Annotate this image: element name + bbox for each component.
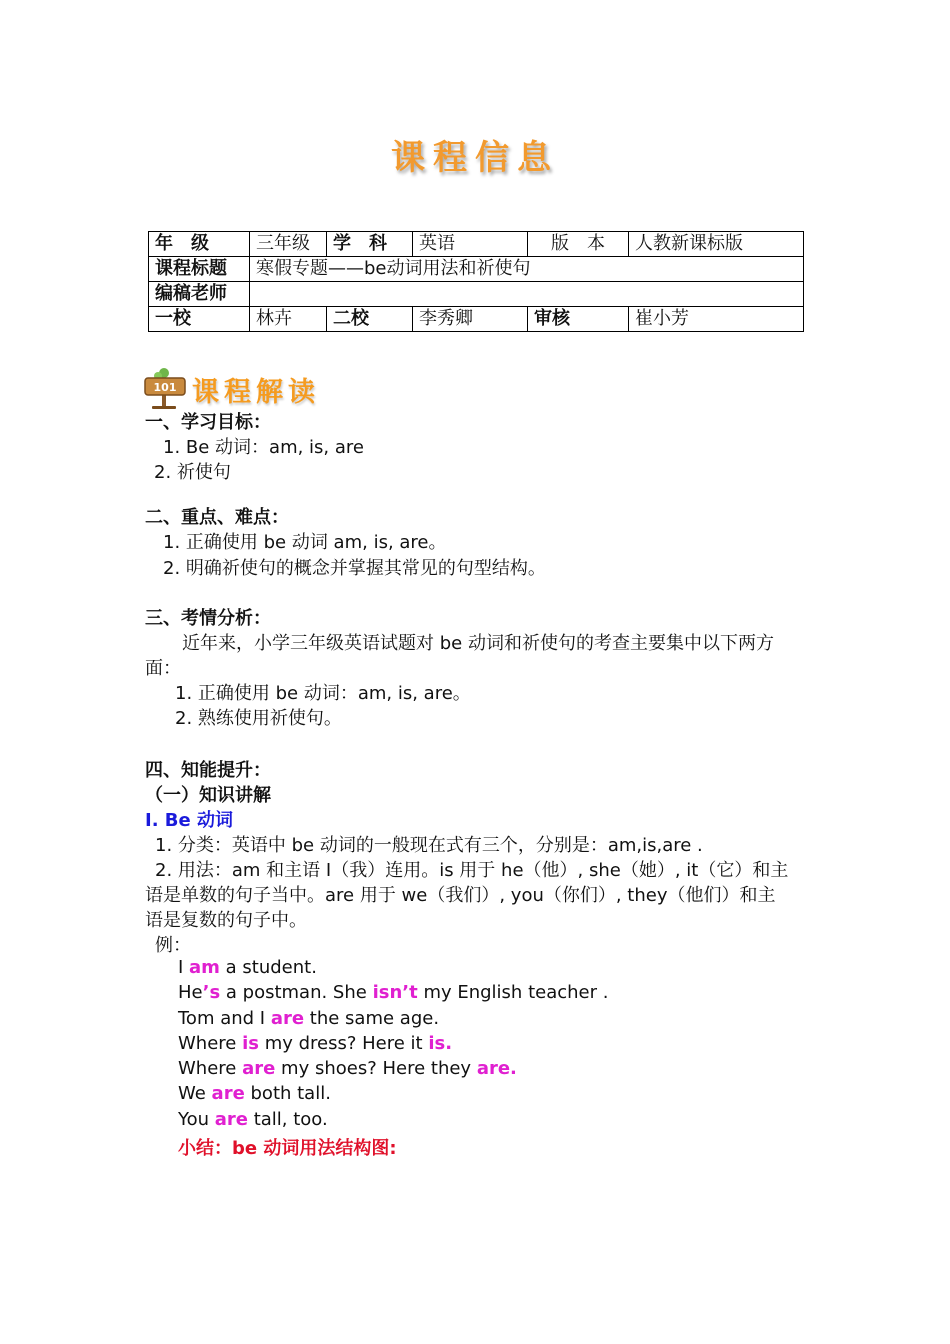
- be-verb: ’s: [202, 982, 221, 1003]
- summary-heading: 小结：be 动词用法结构图:: [178, 1138, 397, 1159]
- school1-value: 林卉: [250, 307, 327, 332]
- be-verb: is.: [428, 1033, 453, 1054]
- school2-label: 二校: [327, 307, 413, 332]
- list-item: 1. 正确使用 be 动词：am, is, are。: [175, 683, 471, 704]
- list-item: 1. Be 动词：am, is, are: [163, 437, 364, 458]
- example-sentence: [178, 1008, 439, 1029]
- signpost-badge: 101: [153, 381, 177, 394]
- grade-label: 年 级: [149, 232, 250, 257]
- page-title: 课程信息: [391, 138, 559, 178]
- example-sentence: [178, 1033, 452, 1054]
- edition-value: 人教新课标版: [629, 232, 804, 257]
- list-item: 2. 明确祈使句的概念并掌握其常见的句型结构。: [163, 558, 546, 579]
- sentence-text: Tom and I: [178, 1008, 271, 1029]
- course-title-label: 课程标题: [149, 257, 250, 282]
- sentence-text: You: [178, 1109, 215, 1130]
- school2-value: 李秀卿: [413, 307, 528, 332]
- review-label: 审核: [528, 307, 629, 332]
- paragraph-line: 语是单数的句子当中。are 用于 we（我们）, you（你们）, they（他们）和主: [145, 885, 776, 906]
- section-heading-2: 二、重点、难点：: [145, 507, 289, 528]
- be-verb: are.: [476, 1058, 517, 1079]
- paragraph-line: 语是复数的句子中。: [145, 910, 307, 931]
- sentence-text: my English teacher .: [417, 982, 609, 1003]
- sentence-text: He: [178, 982, 203, 1003]
- review-value: 崔小芳: [629, 307, 804, 332]
- example-sentence: [178, 1058, 517, 1079]
- be-verb: am: [189, 957, 220, 978]
- sentence-text: Where: [178, 1058, 243, 1079]
- list-item: 2. 祈使句: [154, 462, 231, 483]
- banner-title: 课程解读: [192, 377, 320, 408]
- list-item: 2. 熟练使用祈使句。: [175, 708, 342, 729]
- sentence-text: tall, too.: [247, 1109, 328, 1130]
- be-verb: are: [211, 1083, 245, 1104]
- example-sentence: [178, 982, 608, 1003]
- example-sentence: [178, 1083, 331, 1104]
- sentence-text: my shoes? Here they: [275, 1058, 477, 1079]
- be-verb: are: [242, 1058, 276, 1079]
- table-row: [149, 307, 804, 332]
- paragraph-line: 面：: [145, 658, 181, 679]
- table-row: [149, 282, 804, 307]
- signpost-icon: [142, 366, 192, 410]
- list-item: 1. 正确使用 be 动词 am, is, are。: [163, 532, 447, 553]
- section-heading-3: 三、考情分析：: [145, 608, 271, 629]
- sentence-text: my dress? Here it: [258, 1033, 429, 1054]
- editor-value: [250, 282, 804, 307]
- be-verb: are: [270, 1008, 305, 1029]
- be-verb: isn’t: [372, 982, 418, 1003]
- paragraph-line: 近年来，小学三年级英语试题对 be 动词和祈使句的考查主要集中以下两方: [182, 633, 774, 654]
- sentence-text: I: [178, 957, 190, 978]
- be-verb-heading: I. Be 动词: [145, 810, 233, 831]
- example-sentence: [178, 1109, 328, 1130]
- table-row: [149, 257, 804, 282]
- example-label: 例：: [155, 935, 191, 956]
- sentence-text: We: [178, 1083, 212, 1104]
- sentence-text: both tall.: [244, 1083, 331, 1104]
- grade-value: 三年级: [250, 232, 327, 257]
- school1-label: 一校: [149, 307, 250, 332]
- be-verb: are: [214, 1109, 248, 1130]
- course-title-value: 寒假专题——be动词用法和祈使句: [250, 257, 804, 282]
- sentence-text: the same age.: [304, 1008, 440, 1029]
- subject-label: 学 科: [327, 232, 413, 257]
- subsection-heading: （一）知识讲解: [145, 785, 271, 806]
- section-heading-4: 四、知能提升：: [145, 760, 271, 781]
- be-verb: is: [242, 1033, 259, 1054]
- list-item: 1. 分类：英语中 be 动词的一般现在式有三个，分别是：am,is,are .: [155, 835, 703, 856]
- edition-label: 版 本: [528, 232, 629, 257]
- subject-value: 英语: [413, 232, 528, 257]
- sentence-text: a student.: [219, 957, 317, 978]
- course-interpretation-banner: [142, 366, 332, 410]
- sentence-text: a postman. She: [220, 982, 373, 1003]
- section-heading-1: 一、学习目标：: [145, 412, 271, 433]
- course-info-table: [148, 231, 804, 332]
- sentence-text: Where: [178, 1033, 243, 1054]
- list-item: 2. 用法：am 和主语 I（我）连用。is 用于 he（他）, she（她）, it（它）和主: [155, 860, 789, 881]
- table-row: [149, 232, 804, 257]
- editor-label: 编稿老师: [149, 282, 250, 307]
- example-sentence: [178, 957, 317, 978]
